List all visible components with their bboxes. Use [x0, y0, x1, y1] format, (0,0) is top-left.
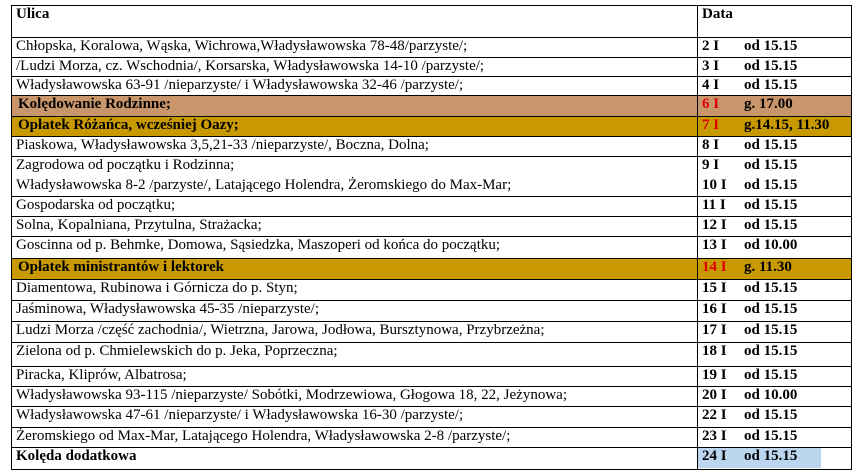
street-cell — [11, 367, 697, 387]
table-row — [11, 367, 851, 387]
table-row — [11, 322, 851, 342]
street-cell — [11, 117, 697, 137]
street-cell — [11, 38, 697, 57]
date-time: od 15.15 — [744, 428, 798, 444]
table-row — [11, 77, 851, 96]
date-day: 4 I — [702, 77, 720, 93]
street-text: Piaskowa, Władysławowska 3,5,21-33 /nieparzyste/, Boczna, Dolna; — [16, 137, 429, 153]
date-time: od 10.00 — [744, 237, 798, 253]
date-cell — [697, 259, 851, 279]
date-time: g. 17.00 — [744, 96, 793, 112]
date-time: od 15.15 — [744, 217, 798, 233]
table-row — [11, 407, 851, 427]
table-row — [11, 157, 851, 177]
grid-line — [11, 406, 851, 407]
table-row — [11, 217, 851, 237]
street-text: Goscinna od p. Behmke, Domowa, Sąsiedzka, Maszoperi od końca do początku; — [16, 237, 501, 253]
date-time: od 15.15 — [744, 137, 798, 153]
date-cell — [697, 96, 851, 116]
date-day: 11 I — [702, 197, 726, 213]
street-text: Władysławowska 63-91 /nieparzyste/ i Władysławowska 32-46 /parzyste/; — [16, 77, 464, 93]
table-row — [11, 280, 851, 300]
table-row — [11, 343, 851, 365]
header-date-label: Data — [702, 6, 733, 22]
date-day: 18 I — [702, 343, 727, 359]
grid-line — [11, 216, 851, 217]
date-cell — [697, 157, 851, 177]
street-text: Władysławowska 47-61 /nieparzyste/ i Władysławowska 16-30 /parzyste/; — [16, 407, 464, 423]
date-time: od 10.00 — [744, 387, 798, 403]
street-text: Gospodarska od początku; — [16, 197, 176, 213]
date-time: od 15.15 — [744, 197, 798, 213]
date-day: 12 I — [702, 217, 727, 233]
date-day: 22 I — [702, 407, 727, 423]
date-day: 17 I — [702, 322, 727, 338]
street-cell — [11, 96, 697, 116]
date-time: od 15.15 — [744, 280, 798, 296]
date-time: g. 11.30 — [744, 259, 792, 275]
date-cell — [697, 280, 851, 300]
date-time: od 15.15 — [744, 177, 798, 193]
street-text: Diamentowa, Rubinowa i Górnicza do p. Styn; — [16, 280, 298, 296]
street-cell — [11, 217, 697, 237]
date-cell — [697, 367, 851, 387]
street-cell — [11, 343, 697, 365]
date-cell — [697, 301, 851, 321]
grid-line — [11, 57, 851, 58]
date-day: 16 I — [702, 301, 727, 317]
grid-line — [11, 366, 851, 367]
date-time: od 15.15 — [744, 38, 798, 54]
date-day: 9 I — [702, 157, 720, 173]
street-cell — [11, 301, 697, 321]
street-text: Ludzi Morza /część zachodnia/, Wietrzna, Jarowa, Jodłowa, Bursztynowa, Przybrzeżna; — [16, 322, 545, 338]
date-cell — [697, 217, 851, 237]
date-day: 24 I — [702, 448, 727, 464]
table-row — [11, 428, 851, 448]
date-day: 15 I — [702, 280, 727, 296]
grid-line — [11, 116, 851, 117]
date-time: od 15.15 — [744, 448, 798, 464]
grid-line — [11, 300, 851, 301]
street-cell — [11, 77, 697, 96]
street-text: Piracka, Kliprów, Albatrosa; — [16, 367, 187, 383]
date-cell — [697, 407, 851, 427]
street-text: Chłopska, Koralowa, Wąska, Wichrowa,Władysławowska 78-48/parzyste/; — [16, 38, 468, 54]
street-cell — [11, 387, 697, 407]
street-text: Władysławowska 8-2 /parzyste/, Latającego Holendra, Żeromskiego do Max-Mar; — [16, 177, 512, 193]
grid-line — [11, 342, 851, 343]
date-day: 10 I — [702, 177, 727, 193]
street-cell — [11, 407, 697, 427]
table-row — [11, 38, 851, 57]
date-cell — [697, 197, 851, 217]
table-row — [11, 259, 851, 279]
table-row — [11, 177, 851, 197]
table-row — [11, 58, 851, 77]
date-time: od 15.15 — [744, 322, 798, 338]
date-day: 8 I — [702, 137, 720, 153]
header-date — [697, 6, 851, 36]
street-cell — [11, 448, 697, 468]
street-cell — [11, 197, 697, 217]
date-time: od 15.15 — [744, 407, 798, 423]
date-day: 13 I — [702, 237, 727, 253]
street-text: Opłatek Różańca, wcześniej Oazy; — [18, 117, 239, 133]
street-cell — [11, 157, 697, 177]
date-cell — [697, 38, 851, 57]
date-cell — [697, 58, 851, 77]
grid-line — [11, 5, 12, 470]
date-day: 7 I — [702, 117, 720, 133]
date-cell — [697, 428, 851, 448]
grid-line — [11, 136, 851, 137]
street-cell — [11, 58, 697, 77]
date-day: 19 I — [702, 367, 727, 383]
street-cell — [11, 237, 697, 257]
grid-line — [11, 196, 851, 197]
date-day: 14 I — [702, 259, 727, 275]
date-cell — [697, 117, 851, 137]
grid-line — [11, 258, 851, 259]
date-cell — [697, 77, 851, 96]
date-cell — [697, 322, 851, 342]
street-cell — [11, 177, 697, 197]
date-time: g.14.15, 11.30 — [744, 117, 830, 133]
date-day: 3 I — [702, 58, 720, 74]
street-text: Żeromskiego od Max-Mar, Latającego Holendra, Władysławowska 2-8 /parzyste/; — [16, 428, 511, 444]
header-street — [11, 6, 697, 36]
table-row — [11, 117, 851, 137]
date-day: 6 I — [702, 96, 720, 112]
street-text: Kolęda dodatkowa — [16, 448, 137, 464]
date-time: od 15.15 — [744, 157, 798, 173]
date-time: od 15.15 — [744, 343, 798, 359]
date-cell — [697, 177, 851, 197]
grid-line — [11, 236, 851, 237]
table-row — [11, 96, 851, 116]
grid-line — [697, 5, 698, 470]
street-text: /Ludzi Morza, cz. Wschodnia/, Korsarska, Władysławowska 14-10 /parzyste/; — [16, 58, 485, 74]
table-row — [11, 301, 851, 321]
grid-line — [11, 469, 851, 470]
grid-line — [11, 76, 851, 77]
street-cell — [11, 322, 697, 342]
date-cell — [697, 237, 851, 257]
grid-line — [11, 156, 851, 157]
street-text: Opłatek ministrantów i lektorek — [18, 259, 224, 275]
table-row — [11, 137, 851, 157]
grid-line — [851, 5, 852, 470]
grid-line — [11, 321, 851, 322]
table-row — [11, 237, 851, 257]
street-cell — [11, 259, 697, 279]
grid-line — [11, 37, 851, 38]
table-header — [11, 6, 851, 36]
grid-line — [11, 279, 851, 280]
date-time: od 15.15 — [744, 58, 798, 74]
date-time: od 15.15 — [744, 301, 798, 317]
street-cell — [11, 280, 697, 300]
date-time: od 15.15 — [744, 367, 798, 383]
street-cell — [11, 137, 697, 157]
grid-line — [11, 386, 851, 387]
header-street-label: Ulica — [16, 6, 50, 22]
street-text: Kolędowanie Rodzinne; — [18, 96, 171, 112]
street-text: Władysławowska 93-115 /nieparzyste/ Sobótki, Modrzewiowa, Głogowa 18, 22, Jeżynowa; — [16, 387, 567, 403]
date-cell — [697, 448, 821, 468]
table-row — [11, 448, 851, 468]
date-day: 23 I — [702, 428, 727, 444]
grid-line — [11, 5, 851, 6]
street-text: Jaśminowa, Władysławowska 45-35 /nieparzyste/; — [16, 301, 319, 317]
date-cell — [697, 343, 851, 365]
date-cell — [697, 137, 851, 157]
grid-line — [11, 427, 851, 428]
street-text: Zagrodowa od początku i Rodzinna; — [16, 157, 235, 173]
street-cell — [11, 428, 697, 448]
date-time: od 15.15 — [744, 77, 798, 93]
street-text: Zielona od p. Chmielewskich do p. Jeka, Poprzeczna; — [16, 343, 338, 359]
date-day: 20 I — [702, 387, 727, 403]
grid-line — [11, 95, 851, 96]
table-row — [11, 387, 851, 407]
grid-line — [11, 447, 851, 448]
date-cell — [697, 387, 851, 407]
date-day: 2 I — [702, 38, 720, 54]
street-text: Solna, Kopalniana, Przytulna, Strażacka; — [16, 217, 262, 233]
table-row — [11, 197, 851, 217]
